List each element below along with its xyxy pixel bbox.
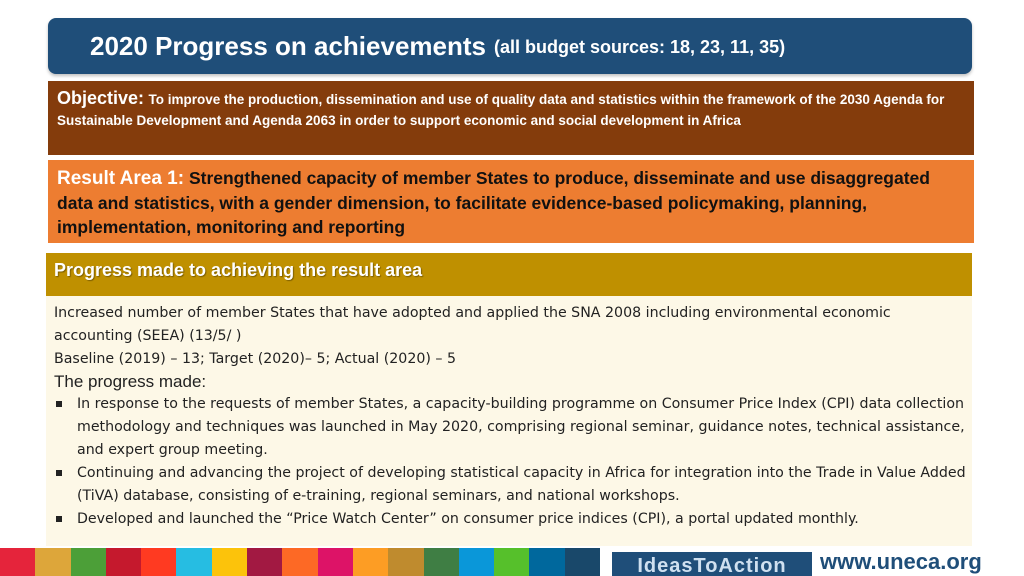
objective-label: Objective: <box>57 88 145 108</box>
result-area-label: Result Area 1: <box>57 168 185 189</box>
sdg-color-block <box>35 548 70 576</box>
baseline-text: Baseline (2019) – 13; Target (2020)– 5; Actual (2020) – 5 <box>54 351 457 367</box>
sdg-color-block <box>141 548 176 576</box>
sdg-color-block <box>529 548 564 576</box>
sdg-color-block <box>494 548 529 576</box>
list-item: Continuing and advancing the project of developing statistical capacity in Africa for integration into the Trade in Value Added (TiVA) database, consisting of e-training, regional seminars, and national workshops. <box>54 462 966 508</box>
list-item: Developed and launched the “Price Watch Center” on consumer price indices (CPI), a portal updated monthly. <box>54 508 966 531</box>
progress-content <box>46 296 972 546</box>
page-subtitle: (all budget sources: 18, 23, 11, 35) <box>493 36 786 57</box>
sdg-color-block <box>176 548 211 576</box>
objective-text: To improve the production, dissemination and use of quality data and statistics within the framework of the 2030 Agenda for Sustainable Development and Agenda 2063 in order to support economic and social development in Africa <box>57 92 945 128</box>
footer-url: www.uneca.org <box>820 549 982 574</box>
indicator-text: Increased number of member States that have adopted and applied the SNA 2008 including environmental economic accounting (SEEA) (13/5/ ) <box>54 305 891 344</box>
progress-bullet-list <box>54 393 966 531</box>
page-title: 2020 Progress on achievements <box>90 30 486 61</box>
list-item: In response to the requests of member States, a capacity-building programme on Consumer Price Index (CPI) data collection methodology and techniques was launched in May 2020, comprising regional seminar, guidance notes, technical assistance, and expert group meeting. <box>54 393 966 462</box>
title-bar <box>48 18 972 74</box>
sdg-color-block <box>565 548 600 576</box>
sdg-color-block <box>212 548 247 576</box>
sdg-color-block <box>282 548 317 576</box>
progress-header: Progress made to achieving the result area <box>46 253 972 296</box>
sdg-color-block <box>459 548 494 576</box>
objective-box <box>48 81 974 155</box>
sdg-color-block <box>71 548 106 576</box>
sdg-color-block <box>247 548 282 576</box>
result-area-text: Strengthened capacity of member States to produce, disseminate and use disaggregated data and statistics, with a gender dimension, to facilitate evidence-based policymaking, planning, implementation, monitoring and reporting <box>57 168 930 237</box>
progress-made-label: The progress made: <box>54 372 207 391</box>
sdg-color-strip <box>0 548 600 576</box>
result-area-box <box>48 160 974 243</box>
sdg-color-block <box>353 548 388 576</box>
sdg-color-block <box>0 548 35 576</box>
sdg-color-block <box>424 548 459 576</box>
sdg-color-block <box>388 548 423 576</box>
ideas-to-action-logo: IdeasToAction <box>612 552 812 576</box>
sdg-color-block <box>106 548 141 576</box>
sdg-color-block <box>318 548 353 576</box>
